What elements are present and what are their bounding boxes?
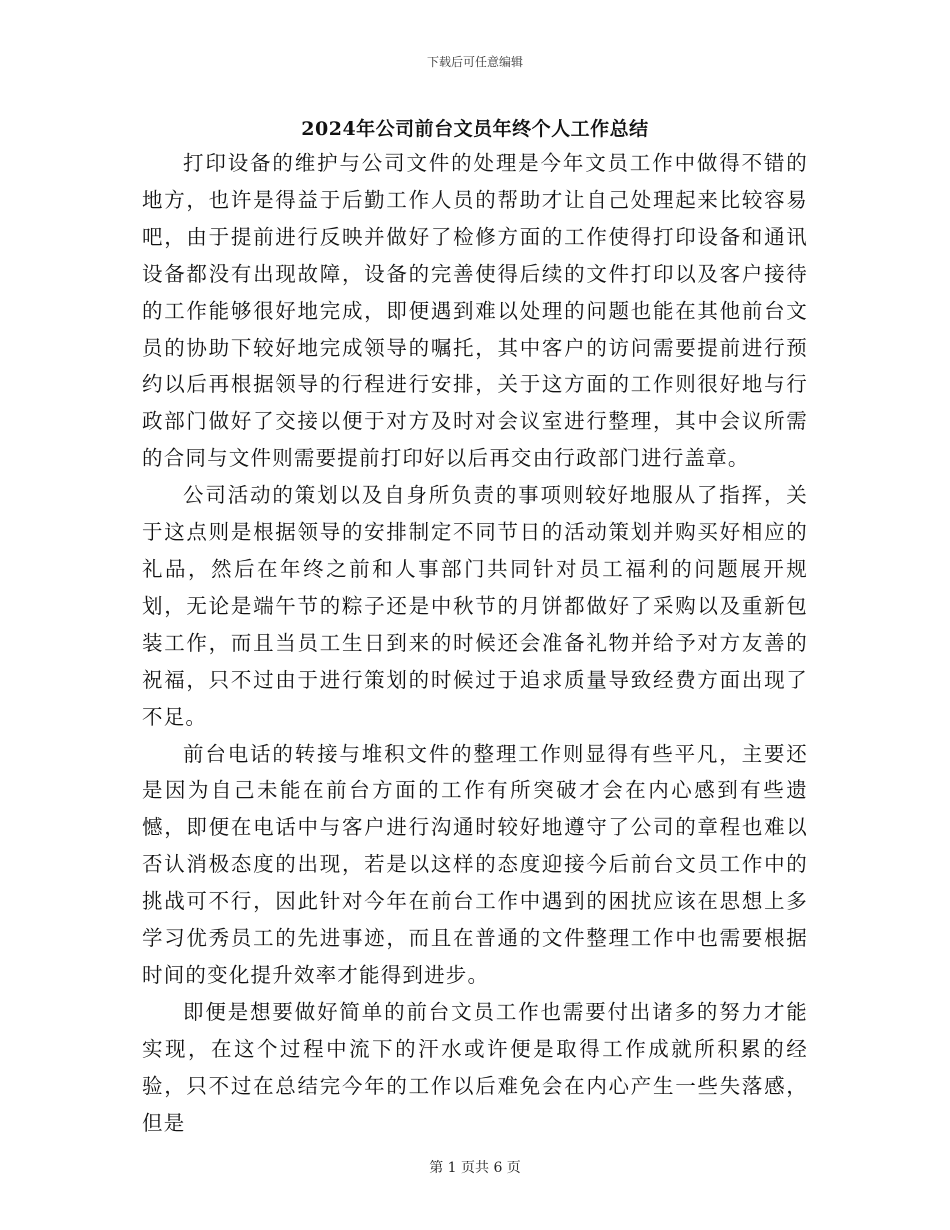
document-title: 2024年公司前台文员年终个人工作总结 — [301, 118, 649, 140]
paragraph-1: 打印设备的维护与公司文件的处理是今年文员工作中做得不错的地方，也许是得益于后勤工作人员的帮助才让自己处理起来比较容易吧，由于提前进行反映并做好了检修方面的工作使得打印设备和通讯设备都没有出现故障，设备的完善使得后续的文件打印以及客户接待的工作能够很好地完成，即便遇到难以处理的问题也能在其他前台文员的协助下较好地完成领导的嘱托，其中客户的访问需要提前进行预约以后再根据领导的行程进行安排，关于这方面的工作则很好地与行政部门做好了交接以便于对方及时对会议室进行整理，其中会议所需的合同与文件则需要提前打印好以后再交由行政部门进行盖章。 — [142, 151, 808, 471]
page-number: 第 1 页共 6 页 — [429, 1160, 521, 1176]
paragraph-2: 公司活动的策划以及自身所负责的事项则较好地服从了指挥，关于这点则是根据领导的安排制定不同节日的活动策划并购买好相应的礼品，然后在年终之前和人事部门共同针对员工福利的问题展开规划，无论是端午节的粽子还是中秋节的月饼都做好了采购以及重新包装工作，而且当员工生日到来的时候还会准备礼物并给予对方友善的祝福，只不过由于进行策划的时候过于追求质量导致经费方面出现了不足。 — [142, 483, 808, 729]
paragraph-4: 即便是想要做好简单的前台文员工作也需要付出诸多的努力才能实现，在这个过程中流下的汗水或许便是取得工作成就所积累的经验，只不过在总结完今年的工作以后难免会在内心产生一些失落感，但是 — [142, 999, 808, 1135]
page-header-note: 下载后可任意编辑 — [426, 55, 523, 69]
document-body — [142, 145, 808, 1141]
paragraph-3: 前台电话的转接与堆积文件的整理工作则显得有些平凡，主要还是因为自己未能在前台方面的工作有所突破才会在内心感到有些遗憾，即便在电话中与客户进行沟通时较好地遵守了公司的章程也难以否认消极态度的出现，若是以这样的态度迎接今后前台文员工作中的挑战可不行，因此针对今年在前台工作中遇到的困扰应该在思想上多学习优秀员工的先进事迹，而且在普通的文件整理工作中也需要根据时间的变化提升效率才能得到进步。 — [142, 741, 808, 987]
